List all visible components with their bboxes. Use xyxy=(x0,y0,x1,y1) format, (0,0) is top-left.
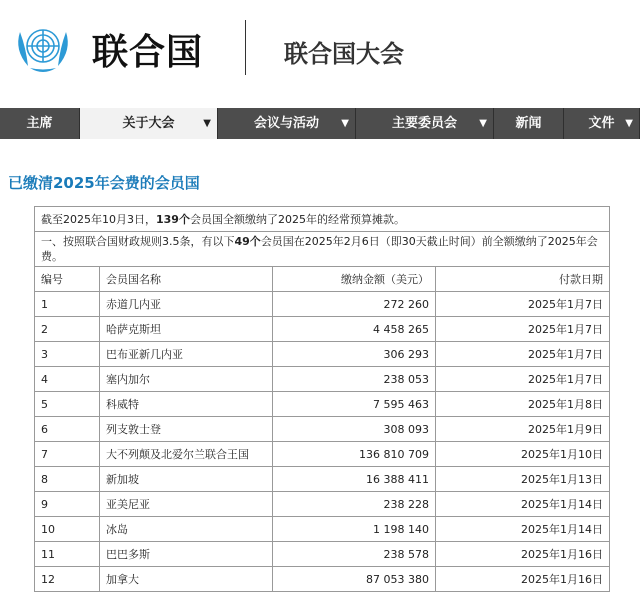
cell-number: 11 xyxy=(35,542,100,567)
cell-date: 2025年1月7日 xyxy=(436,292,610,317)
cell-number: 10 xyxy=(35,517,100,542)
site-title[interactable]: 联合国大会 xyxy=(284,40,404,68)
cell-amount: 238 578 xyxy=(273,542,436,567)
caret-down-icon: ▼ xyxy=(479,118,487,129)
cell-number: 3 xyxy=(35,342,100,367)
nav-item-president[interactable] xyxy=(0,108,80,139)
cell-date: 2025年1月13日 xyxy=(436,467,610,492)
cell-amount: 87 053 380 xyxy=(273,567,436,592)
cell-date: 2025年1月14日 xyxy=(436,517,610,542)
cell-member-name: 哈萨克斯坦 xyxy=(100,317,273,342)
cell-amount: 136 810 709 xyxy=(273,442,436,467)
cell-amount: 16 388 411 xyxy=(273,467,436,492)
nav-label: 主要委员会 xyxy=(391,116,457,131)
cell-number: 8 xyxy=(35,467,100,492)
note-text: 会员国在2025年2月6日（即30天截止时间）前全额缴纳了2025年会费。 xyxy=(41,235,598,263)
note-count: 139个 xyxy=(156,213,190,226)
caret-down-icon: ▼ xyxy=(203,118,211,129)
cell-number: 5 xyxy=(35,392,100,417)
cell-member-name: 新加坡 xyxy=(100,467,273,492)
cell-amount: 272 260 xyxy=(273,292,436,317)
cell-member-name: 塞内加尔 xyxy=(100,367,273,392)
column-header-number: 编号 xyxy=(35,267,100,292)
cell-number: 6 xyxy=(35,417,100,442)
column-header-amount: 缴纳金额（美元） xyxy=(273,267,436,292)
nav-label: 文件 xyxy=(588,116,615,131)
column-header-name: 会员国名称 xyxy=(100,267,273,292)
site-header xyxy=(0,0,640,108)
contributions-table xyxy=(34,206,610,592)
nav-item-documents[interactable] xyxy=(564,108,640,139)
cell-member-name: 巴巴多斯 xyxy=(100,542,273,567)
nav-item-about[interactable] xyxy=(80,108,218,139)
cell-date: 2025年1月7日 xyxy=(436,342,610,367)
note-text: 一、按照联合国财政规则3.5条，有以下 xyxy=(41,235,235,248)
cell-number: 7 xyxy=(35,442,100,467)
cell-number: 2 xyxy=(35,317,100,342)
table-row xyxy=(35,342,610,367)
cell-amount: 238 053 xyxy=(273,367,436,392)
cell-date: 2025年1月10日 xyxy=(436,442,610,467)
table-header-row xyxy=(35,267,610,292)
cell-number: 9 xyxy=(35,492,100,517)
table-note-row xyxy=(35,232,610,267)
cell-member-name: 列支敦士登 xyxy=(100,417,273,442)
cell-date: 2025年1月16日 xyxy=(436,542,610,567)
table-row xyxy=(35,317,610,342)
cell-number: 4 xyxy=(35,367,100,392)
cell-amount: 1 198 140 xyxy=(273,517,436,542)
cell-date: 2025年1月7日 xyxy=(436,367,610,392)
note-text: 截至2025年10月3日， xyxy=(41,213,156,226)
cell-amount: 4 458 265 xyxy=(273,317,436,342)
cell-date: 2025年1月7日 xyxy=(436,317,610,342)
nav-label: 会议与活动 xyxy=(253,116,319,131)
table-note xyxy=(35,232,610,267)
table-row xyxy=(35,567,610,592)
note-text: 会员国全额缴纳了2025年的经常预算摊款。 xyxy=(189,213,405,226)
table-row xyxy=(35,367,610,392)
table-note xyxy=(35,207,610,232)
table-row xyxy=(35,542,610,567)
page-title: 已缴清2025年会费的会员国 xyxy=(8,174,200,192)
cell-member-name: 大不列颠及北爱尔兰联合王国 xyxy=(100,442,273,467)
nav-label: 关于大会 xyxy=(122,116,175,131)
table-row xyxy=(35,517,610,542)
cell-member-name: 冰岛 xyxy=(100,517,273,542)
table-row xyxy=(35,392,610,417)
nav-label: 新闻 xyxy=(515,116,542,131)
cell-date: 2025年1月8日 xyxy=(436,392,610,417)
cell-date: 2025年1月14日 xyxy=(436,492,610,517)
table-row xyxy=(35,492,610,517)
caret-down-icon: ▼ xyxy=(625,118,633,129)
column-header-date: 付款日期 xyxy=(436,267,610,292)
table-note-row xyxy=(35,207,610,232)
un-emblem-icon[interactable] xyxy=(12,22,74,78)
brand-name[interactable]: 联合国 xyxy=(92,32,204,73)
cell-number: 1 xyxy=(35,292,100,317)
table-row xyxy=(35,442,610,467)
main-navigation xyxy=(0,108,640,139)
contributions-table-wrap xyxy=(34,206,610,592)
cell-amount: 7 595 463 xyxy=(273,392,436,417)
caret-down-icon: ▼ xyxy=(341,118,349,129)
cell-member-name: 赤道几内亚 xyxy=(100,292,273,317)
cell-member-name: 加拿大 xyxy=(100,567,273,592)
nav-item-meetings[interactable] xyxy=(218,108,356,139)
cell-date: 2025年1月9日 xyxy=(436,417,610,442)
cell-member-name: 科威特 xyxy=(100,392,273,417)
cell-member-name: 亚美尼亚 xyxy=(100,492,273,517)
table-row xyxy=(35,467,610,492)
table-row xyxy=(35,292,610,317)
cell-amount: 308 093 xyxy=(273,417,436,442)
cell-amount: 306 293 xyxy=(273,342,436,367)
header-divider xyxy=(245,20,246,75)
table-row xyxy=(35,417,610,442)
nav-item-committees[interactable] xyxy=(356,108,494,139)
cell-date: 2025年1月16日 xyxy=(436,567,610,592)
cell-number: 12 xyxy=(35,567,100,592)
cell-member-name: 巴布亚新几内亚 xyxy=(100,342,273,367)
nav-label: 主席 xyxy=(26,116,53,131)
note-count: 49个 xyxy=(234,235,261,248)
cell-amount: 238 228 xyxy=(273,492,436,517)
nav-item-news[interactable] xyxy=(494,108,564,139)
